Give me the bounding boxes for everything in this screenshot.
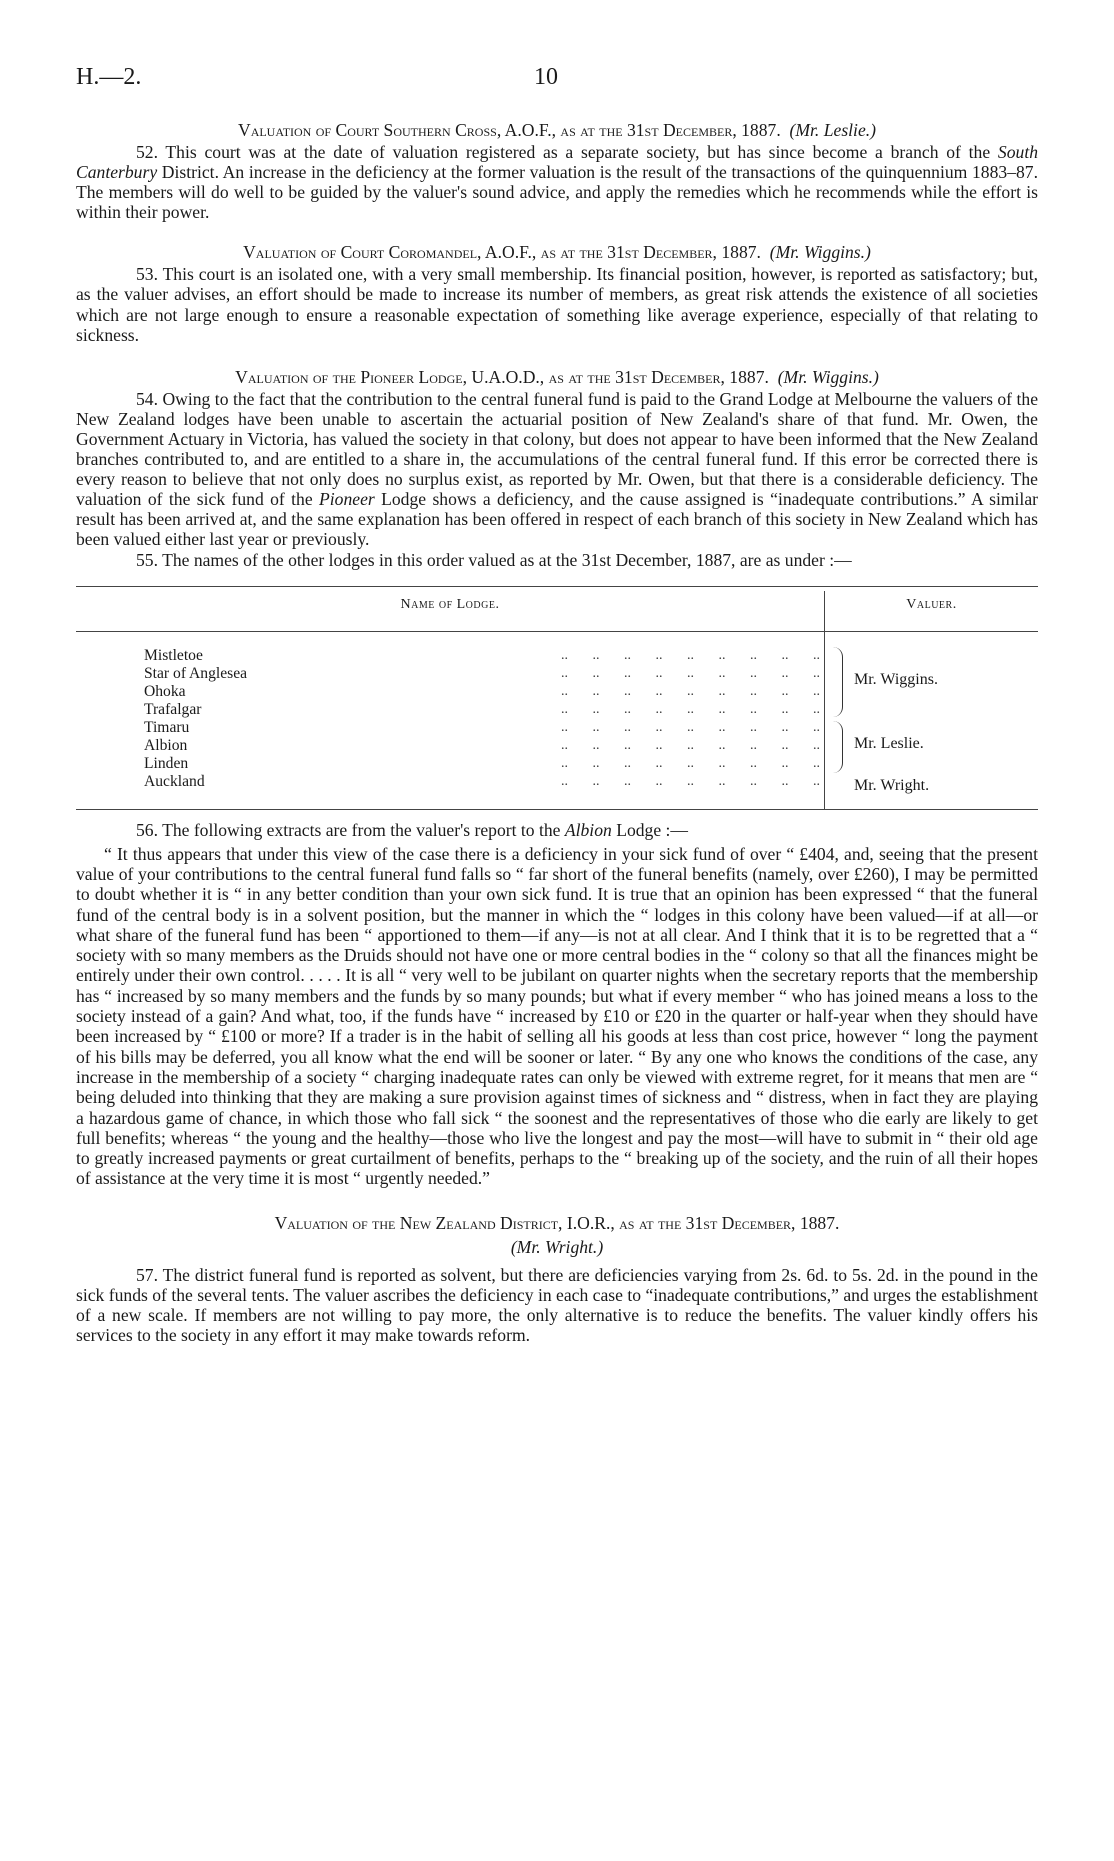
leader-dots: .. .. .. .. .. .. .. .. .. [561,737,820,753]
lodge-name: Linden [144,755,192,773]
lodge-name: Pioneer [319,489,375,510]
section-heading-coromandel [76,240,1038,264]
section-heading-southern-cross [76,118,1038,142]
heading-text: Valuation of Court Coromandel, A.O.F., as at the 31st December, 1887. [243,242,761,263]
brace-wiggins [832,647,843,717]
leader-dots: .. .. .. .. .. .. .. .. .. [561,719,820,735]
quote-text: “ It thus appears that under this view of the case there is a deficiency in your sick fund of over “ £404, and, seeing that the present value of your contributions to the central funeral fund falls so “ far short of the funeral benefits (namely, over £260), I may be permitted to doubt whether it is “ in any better condition than your own sick fund. It is true that an opinion has been expressed “ that the funeral fund of the central body is in a solvent position, but the manner in which the “ lodges in this colony have been valued—if at all—or what share of the funeral fund has been “ apportioned to them—if any—is not at all clear. And I think that it is to be regretted that a “ society with so many members as the Druids should not have one or more central bodies in the “ colony so that all the finances might be entirely under their own control. . . . . It is all “ very well to be jubilant on quarter nights when the secretary reports that the membership has “ increased by so many members and the funds by so many pounds; but what if every member “ who has joined means a loss to the society instead of a gain? And what, too, if the funds have “ increased by £10 or £20 in the quarter or half-year when they should have been increased by “ £100 or more? If a trader is in the habit of selling all his goods at less than cost price, however “ long the payment of his bills may be deferred, you all know what the end will be sooner or later. “ By any one who knows the conditions of the case, any increase in the membership of a society “ charging inadequate rates can only be viewed with extreme regret, for it means that men are “ being deluded into thinking that they are making a sure provision against times of sickness and “ distress, when in fact they are playing a hazardous game of chance, in which those who fall sick “ the soonest and the representatives of those who die early are likely to get full benefits; whereas “ the young and the healthy—those who live the longest and pay the most—will have to submit in “ their old age to greatly increased payments or great curtailment of benefits, perhaps to the “ breaking up of the society, and the ruin of all their hopes of assistance at the very time it is most “ urgently needed.” [76,843,1038,1189]
heading-text: Valuation of the New Zealand District, I.O.R., as at the 31st December, 1887. [274,1212,840,1233]
table-row [144,719,820,737]
brace-leslie [832,721,843,773]
column-header-valuer: Valuer. [906,596,957,612]
lodge-name: Auckland [144,773,209,791]
valuer-wright: Mr. Wright. [854,776,930,794]
leader-dots: .. .. .. .. .. .. .. .. .. [561,665,820,681]
heading-valuer: (Mr. Wiggins.) [777,366,879,387]
heading-text: Valuation of Court Southern Cross, A.O.F., as at the 31st December, 1887. [237,120,781,140]
lodge-list [144,647,820,791]
valuer-report-quote [76,844,1038,1189]
table-row [144,683,820,701]
valuer-wiggins: Mr. Wiggins. [854,670,938,688]
leader-dots: .. .. .. .. .. .. .. .. .. [561,683,820,699]
lodge-name: Timaru [144,719,193,737]
paragraph-56 [76,820,1038,840]
table-row [144,755,820,773]
paragraph-55: 55. The names of the other lodges in this order valued as at the 31st December, 1887, are as under :— [136,549,852,570]
section-heading-pioneer-lodge [76,365,1038,389]
heading-valuer: (Mr. Wright.) [510,1236,604,1257]
page-number: 10 [534,64,558,90]
lodge-name: Ohoka [144,683,190,701]
leader-dots: .. .. .. .. .. .. .. .. .. [561,755,820,771]
lodge-name: Mistletoe [144,647,207,665]
column-header-name: Name of Lodge. [400,596,500,612]
paragraph-54 [76,389,1038,550]
header-rule [76,631,1038,632]
lodge-table [76,586,1038,810]
paragraph-57: 57. The district funeral fund is reported as solvent, but there are deficiencies varying from 2s. 6d. to 5s. 2d. in the pound in the sick funds of the several tents. The valuer ascribes the deficiency in each case to “inadequate contributions,” and urges the establishment of a new scale. If members are not willing to pay more, the only alternative is to reduce the benefits. The valuer kindly offers his services to the society in any effort it may make towards reform. [76,1264,1038,1346]
district-name: South Canterbury [76,142,1038,183]
table-row [144,665,820,683]
lodge-name: Trafalgar [144,701,205,719]
paragraph-52-text-b: District. An increase in the deficiency at the former valuation is the result of the transactions of the quinquennium 1883–87. The members will do well to be guided by the valuer's sound advice, and apply the remedies which he recommends while the effort is within their power. [76,162,1038,223]
lodge-name: Star of Anglesea [144,665,251,683]
paragraph-54-text-b: Lodge shows a deficiency, and the cause assigned is “inadequate contributions.” A similar result has been arrived at, and the same explanation has been offered in respect of each branch of this society in New Zealand which has been valued either last year or previously. [76,489,1038,550]
page-header [0,64,1114,94]
leader-dots: .. .. .. .. .. .. .. .. .. [561,701,820,717]
paragraph-54-text-a: 54. Owing to the fact that the contribution to the central funeral fund is paid to the Grand Lodge at Melbourne the valuers of the New Zealand lodges have been unable to ascertain the actuarial position of New Zealand's share of that fund. Mr. Owen, the Government Actuary in Victoria, has valued the society in that colony, but does not appear to have been informed that the New Zealand branches contributed to, and are entitled to a share in, the accumulations of the central funeral fund. If this error be corrected there is every reason to believe that not only does no surplus exist, as reported by Mr. Owen, but that there is a considerable deficiency. The valuation of the sick fund of the [76,388,1038,510]
paragraph-52 [76,142,1038,222]
paragraph-56-text-a: 56. The following extracts are from the valuer's report to the [136,819,565,840]
leader-dots: .. .. .. .. .. .. .. .. .. [561,647,820,663]
heading-text: Valuation of the Pioneer Lodge, U.A.O.D., as at the 31st December, 1887. [235,366,769,387]
document-reference: H.—2. [76,64,142,90]
valuer-leslie: Mr. Leslie. [854,734,924,752]
table-row [144,647,820,665]
table-row [144,737,820,755]
paragraph-53: 53. This court is an isolated one, with a very small membership. Its financial position, however, is reported as satisfactory; but, as the valuer advises, an effort should be made to increase its number of members, as great risk attends the existence of all societies which are not large enough to ensure a reasonable expectation of something like average experience, especially of that relating to sickness. [76,264,1038,345]
leader-dots: .. .. .. .. .. .. .. .. .. [561,773,820,789]
lodge-name: Albion [564,819,612,840]
page-body [76,118,1038,1345]
heading-valuer: (Mr. Leslie.) [789,120,877,140]
column-divider [824,591,825,809]
table-row [144,701,820,719]
table-row [144,773,820,791]
section-heading-nz-district [76,1211,1038,1259]
paragraph-56-text-b: Lodge :— [611,819,689,840]
lodge-name: Albion [144,737,191,755]
heading-valuer: (Mr. Wiggins.) [769,242,871,263]
paragraph-52-text-a: 52. This court was at the date of valuation registered as a separate society, but has since become a branch of the [136,142,998,162]
